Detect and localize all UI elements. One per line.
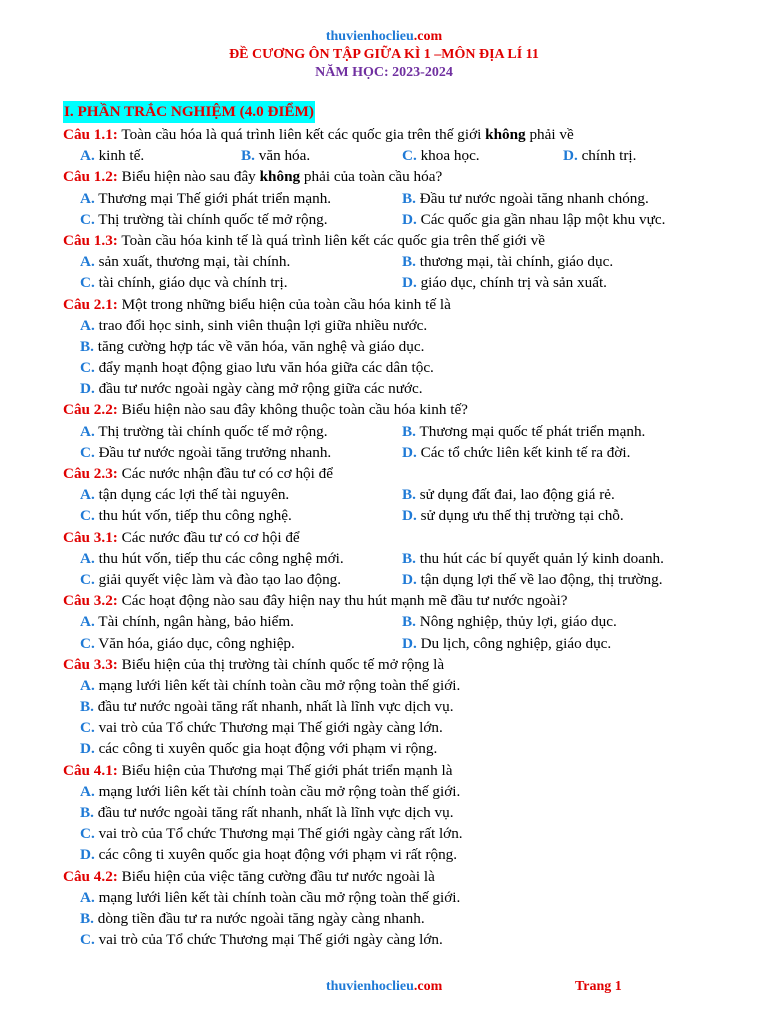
site-name: thuvienhoclieu.com [325,29,443,44]
answer-option [80,677,460,694]
question-label: Câu 2.3: [63,465,118,482]
option-row [63,569,753,590]
option-row [63,505,753,526]
option-letter: D. [80,846,95,864]
question-text: Biểu hiện của thị trường tài chính quốc tế mở rộng là [117,655,445,673]
answer-option [80,569,341,590]
option-text: Các quốc gia gần nhau lập một khu vực. [416,210,666,228]
option-row [63,696,753,717]
option-letter: C. [80,443,95,461]
option-letter: A. [80,782,95,800]
option-row [63,484,753,505]
option-letter: A. [80,422,95,440]
option-letter: C. [402,147,417,165]
option-letter: D. [402,210,417,228]
option-text: Thương mại Thế giới phát triển mạnh. [94,189,332,207]
option-row [63,675,753,696]
option-letter: A. [80,253,95,271]
question-text: Các nước nhận đầu tư có cơ hội để [117,465,333,482]
option-text: khoa học. [416,147,480,165]
answer-option [402,188,649,209]
option-text: vai trò của Tổ chức Thương mại Thế giới ngày càng rất lớn. [94,825,463,843]
page-number: Trang 1 [575,979,622,994]
question-text-end: phải về [525,126,574,143]
question-text-end: phải của toàn cầu hóa? [300,168,443,186]
option-letter: B. [402,422,416,440]
question-stem [63,294,753,315]
option-text: đầu tư nước ngoài tăng rất nhanh, nhất là lĩnh vực dịch vụ. [93,804,454,821]
option-row [63,209,753,230]
document-title: ĐỀ CƯƠNG ÔN TẬP GIỮA KÌ 1 –MÔN ĐỊA LÍ 11 [229,47,539,62]
answer-option [402,209,665,230]
answer-option [80,338,424,355]
option-row [63,781,753,802]
option-letter: C. [80,570,95,588]
answer-option [80,145,144,166]
option-row [63,929,753,950]
option-letter: B. [402,549,416,567]
option-row [63,188,753,209]
option-row [63,336,753,357]
option-letter: D. [402,634,417,652]
option-letter: C. [80,634,95,652]
question-stem [63,590,753,611]
answer-option [80,740,437,757]
option-row [63,272,753,293]
answer-option [80,719,443,736]
option-text: vai trò của Tổ chức Thương mại Thế giới ngày càng lớn. [94,719,443,737]
answer-option [402,272,607,293]
option-letter: C. [80,507,95,525]
option-letter: C. [80,825,95,843]
option-letter: A. [80,147,95,165]
answer-option [80,421,328,442]
option-text: Thị trường tài chính quốc tế mở rộng. [94,422,328,440]
answer-option [402,611,617,632]
option-row [63,908,753,929]
section-title: I. PHẦN TRẮC NGHIỆM (4.0 ĐIỂM) [63,101,315,123]
answer-option [80,931,443,948]
option-row [63,738,753,759]
question-label: Câu 2.2: [63,401,118,419]
question-label: Câu 3.1: [63,528,118,546]
option-letter: D. [563,147,578,165]
answer-option [402,505,624,526]
question-text: Biểu hiện nào sau đây [117,168,260,186]
document-header [0,28,768,82]
option-row [63,315,753,336]
option-text: đẩy mạnh hoạt động giao lưu văn hóa giữa các dân tộc. [94,359,434,377]
option-text: Đầu tư nước ngoài tăng trưởng nhanh. [94,443,332,461]
option-text: các công ti xuyên quốc gia hoạt động với phạm vi rộng. [94,740,438,758]
option-text: tận dụng các lợi thế tài nguyên. [94,486,290,504]
answer-option [80,442,331,463]
question-stem [63,527,753,548]
option-letter: B. [402,613,416,631]
option-letter: B. [402,486,416,504]
question-stem [63,399,753,420]
option-text: Thương mại quốc tế phát triển mạnh. [415,422,646,440]
question-label: Câu 1.1: [63,126,118,143]
option-row [63,844,753,865]
option-text: Các tổ chức liên kết kinh tế ra đời. [416,443,631,461]
question-text: Các nước đầu tư có cơ hội để [117,528,300,546]
option-text: giải quyết việc làm và đào tạo lao động. [94,570,342,588]
option-row [63,357,753,378]
option-letter: C. [80,359,95,377]
answer-option [402,569,663,590]
option-letter: A. [80,486,95,504]
answer-option [80,825,463,842]
option-letter: C. [80,210,95,228]
option-letter: D. [80,380,95,398]
option-letter: B. [402,189,416,207]
question-text: Các hoạt động nào sau đây hiện nay thu hút mạnh mẽ đầu tư nước ngoài? [117,592,568,610]
option-text: sử dụng đất đai, lao động giá rẻ. [415,486,615,504]
answer-option [80,783,460,800]
option-text: tận dụng lợi thế về lao động, thị trường. [416,570,663,588]
footer-site-name: thuvienhoclieu.com [326,979,443,994]
answer-option [80,611,294,632]
question-stem [63,124,753,145]
option-row [63,633,753,654]
option-letter: D. [402,507,417,525]
option-letter: D. [402,570,417,588]
option-text: thương mại, tài chính, giáo dục. [415,253,614,271]
option-row [63,251,753,272]
option-letter: B. [80,698,94,716]
answer-option [402,145,480,166]
option-row [63,145,753,166]
option-letter: A. [80,888,95,906]
question-emphasis: không [259,168,301,186]
school-year: NĂM HỌC: 2023-2024 [315,65,453,80]
option-text: sản xuất, thương mại, tài chính. [94,253,291,271]
option-text: Đầu tư nước ngoài tăng nhanh chóng. [415,189,649,207]
question-label: Câu 1.2: [63,168,118,186]
answer-option [241,145,310,166]
option-row [63,548,753,569]
option-row [63,887,753,908]
option-letter: B. [241,147,255,165]
answer-option [402,633,611,654]
option-text: tài chính, giáo dục và chính trị. [94,274,288,292]
question-label: Câu 2.1: [63,295,118,313]
option-text: mạng lưới liên kết tài chính toàn cầu mở rộng toàn thế giới. [94,888,461,906]
option-letter: B. [80,804,94,821]
option-row [63,378,753,399]
document-body [63,100,753,950]
question-stem [63,866,753,887]
answer-option [80,846,457,863]
option-letter: C. [80,719,95,737]
answer-option [80,209,328,230]
option-text: vai trò của Tổ chức Thương mại Thế giới ngày càng lớn. [94,931,443,949]
answer-option [80,380,423,397]
option-text: giáo dục, chính trị và sản xuất. [416,274,607,292]
option-row [63,802,753,823]
option-row [63,611,753,632]
answer-option [80,889,460,906]
question-text: Một trong những biểu hiện của toàn cầu hóa kinh tế là [117,295,451,313]
option-letter: B. [80,337,94,355]
option-row [63,717,753,738]
option-letter: A. [80,189,95,207]
question-label: Câu 3.3: [63,655,118,673]
question-text: Toàn cầu hóa là quá trình liên kết các quốc gia trên thế giới [117,126,486,143]
option-text: thu hút các bí quyết quản lý kinh doanh. [415,549,664,567]
option-text: kinh tế. [94,147,145,165]
answer-option [80,548,344,569]
option-row [63,823,753,844]
question-text: Biểu hiện của việc tăng cường đầu tư nước ngoài là [117,867,435,885]
option-text: Du lịch, công nghiệp, giáo dục. [416,634,612,652]
answer-option [80,317,427,334]
option-letter: D. [402,443,417,461]
option-text: mạng lưới liên kết tài chính toàn cầu mở rộng toàn thế giới. [94,676,461,694]
question-stem [63,760,753,781]
option-text: Văn hóa, giáo dục, công nghiệp. [94,634,295,652]
answer-option [402,442,630,463]
option-text: Tài chính, ngân hàng, bảo hiểm. [94,613,294,631]
option-letter: A. [80,316,95,334]
question-list [63,124,753,950]
answer-option [80,698,454,715]
option-text: đầu tư nước ngoài ngày càng mở rộng giữa các nước. [94,380,423,398]
question-emphasis: không [485,126,526,143]
question-stem [63,166,753,187]
option-letter: B. [402,253,416,271]
option-text: chính trị. [577,147,637,165]
option-row [63,442,753,463]
answer-option [80,484,289,505]
answer-option [80,804,454,821]
question-text: Biểu hiện nào sau đây không thuộc toàn cầu hóa kinh tế? [117,401,468,419]
answer-option [80,505,292,526]
option-letter: A. [80,613,95,631]
option-letter: D. [80,740,95,758]
answer-option [402,548,664,569]
answer-option [402,484,615,505]
option-letter: D. [402,274,417,292]
option-text: mạng lưới liên kết tài chính toàn cầu mở rộng toàn thế giới. [94,782,461,800]
option-text: đầu tư nước ngoài tăng rất nhanh, nhất là lĩnh vực dịch vụ. [93,698,454,716]
option-text: tăng cường hợp tác về văn hóa, văn nghệ và giáo dục. [93,337,425,355]
answer-option [80,188,331,209]
option-letter: A. [80,549,95,567]
answer-option [80,359,434,376]
question-label: Câu 4.2: [63,867,118,885]
option-letter: A. [80,676,95,694]
answer-option [563,145,636,166]
answer-option [80,910,425,927]
question-label: Câu 1.3: [63,231,118,249]
option-text: thu hút vốn, tiếp thu các công nghệ mới. [94,549,344,567]
option-text: dòng tiền đầu tư ra nước ngoài tăng ngày càng nhanh. [93,909,425,927]
option-text: Nông nghiệp, thủy lợi, giáo dục. [415,613,617,631]
option-row [63,421,753,442]
question-label: Câu 3.2: [63,592,118,610]
option-letter: B. [80,909,94,927]
answer-option [80,633,295,654]
option-letter: C. [80,931,95,949]
option-text: trao đổi học sinh, sinh viên thuận lợi giữa nhiều nước. [94,316,428,334]
answer-option [402,421,645,442]
question-text: Biểu hiện của Thương mại Thế giới phát triển mạnh là [117,761,453,779]
option-text: sử dụng ưu thế thị trường tại chỗ. [416,507,624,525]
question-label: Câu 4.1: [63,761,118,779]
answer-option [80,251,290,272]
page-footer [0,979,768,999]
answer-option [402,251,613,272]
question-stem [63,230,753,251]
option-text: thu hút vốn, tiếp thu công nghệ. [94,507,292,525]
answer-option [80,272,288,293]
option-letter: C. [80,274,95,292]
question-text: Toàn cầu hóa kinh tế là quá trình liên kết các quốc gia trên thế giới về [117,231,546,249]
option-text: văn hóa. [254,147,311,165]
option-text: Thị trường tài chính quốc tế mở rộng. [94,210,328,228]
question-stem [63,654,753,675]
option-text: các công ti xuyên quốc gia hoạt động với phạm vi rất rộng. [94,846,458,864]
question-stem [63,463,753,484]
